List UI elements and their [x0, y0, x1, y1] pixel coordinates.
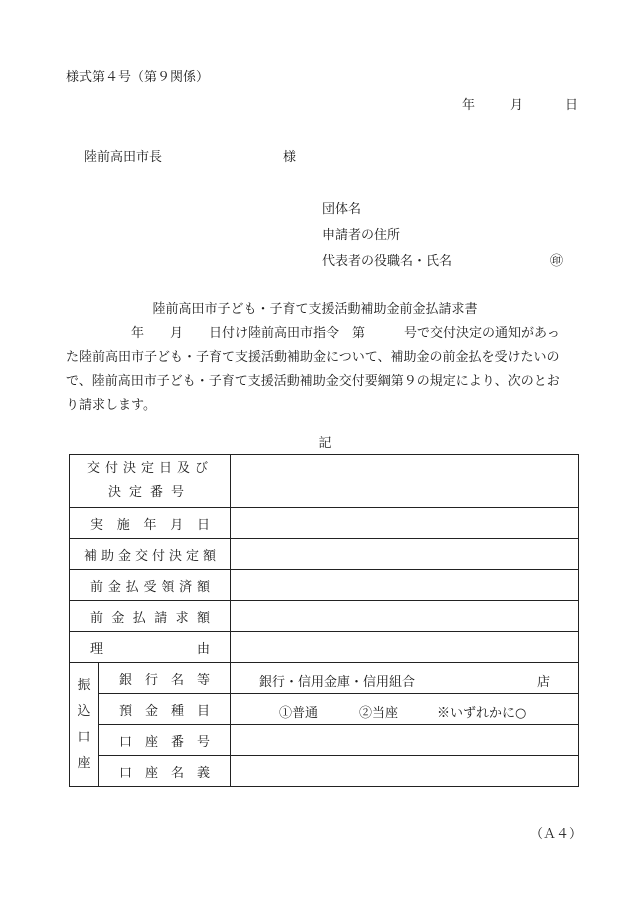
deposit-type-field[interactable]	[231, 694, 579, 725]
table-row	[70, 725, 579, 756]
table-row	[70, 663, 579, 694]
table-row	[70, 455, 579, 508]
furikomi-char: 口	[77, 729, 91, 745]
received-amount-field[interactable]	[231, 570, 579, 601]
group-name-label: 団体名	[322, 202, 362, 217]
grant-amount-label: 補助金交付決定額	[70, 539, 231, 570]
table-row	[70, 570, 579, 601]
account-number-field[interactable]	[231, 725, 579, 756]
grant-amount-field[interactable]	[231, 539, 579, 570]
deposit-type-label: 預金種目	[99, 694, 231, 725]
furikomi-char: 座	[77, 755, 91, 771]
addressee-honorific: 様	[283, 150, 297, 165]
body-line: た陸前高田市子ども・子育て支援活動補助金について、補助金の前金払を受けたいの	[66, 350, 560, 365]
bank-type-text: 銀行・信用金庫・信用組合	[259, 675, 416, 690]
implementation-date-label: 実施年月日	[70, 508, 231, 539]
reason-label: 理由	[70, 632, 231, 663]
table-row	[70, 632, 579, 663]
body-paragraph	[66, 322, 578, 418]
account-name-field[interactable]	[231, 756, 579, 787]
branch-text: 店	[537, 675, 551, 690]
seal-mark: ㊞	[550, 254, 564, 269]
table-row	[70, 539, 579, 570]
decision-date-field[interactable]	[231, 455, 579, 508]
document-title: 陸前高田市子ども・子育て支援活動補助金前金払請求書	[152, 302, 478, 317]
ki-heading: 記	[318, 436, 332, 451]
representative-label: 代表者の役職名・氏名	[322, 254, 453, 269]
furikomi-char: 込	[77, 703, 91, 719]
table-row	[70, 694, 579, 725]
decision-date-label-line1: 交付決定日及び	[87, 461, 214, 476]
transfer-account-label	[70, 663, 99, 787]
form-code: 様式第４号（第９関係）	[66, 70, 210, 85]
decision-date-label	[70, 455, 231, 508]
addressee-name: 陸前高田市長	[84, 150, 163, 165]
body-line: 年 月 日付け陸前高田市指令 第 号で交付決定の通知があっ	[66, 326, 560, 341]
paper-size-note: （Ａ４）	[530, 827, 583, 842]
deposit-option-current[interactable]: ②当座	[359, 706, 399, 721]
decision-date-label-line2: 決定番号	[108, 485, 193, 500]
applicant-block	[322, 198, 452, 276]
body-line: で、陸前高田市子ども・子育て支援活動補助金交付要綱第９の規定により、次のとお	[66, 374, 560, 389]
body-line: り請求します。	[66, 398, 156, 413]
deposit-note: ※いずれかに○	[437, 706, 527, 721]
table-row	[70, 601, 579, 632]
received-amount-label: 前金払受領済額	[70, 570, 231, 601]
furikomi-char: 振	[77, 677, 91, 693]
reason-field[interactable]	[231, 632, 579, 663]
address-label: 申請者の住所	[322, 228, 401, 243]
table-row	[70, 508, 579, 539]
bank-name-field[interactable]	[231, 663, 579, 694]
request-form-table	[69, 454, 579, 787]
account-name-label: 口座名義	[99, 756, 231, 787]
account-number-label: 口座番号	[99, 725, 231, 756]
request-amount-field[interactable]	[231, 601, 579, 632]
implementation-date-field[interactable]	[231, 508, 579, 539]
table-row	[70, 756, 579, 787]
date-day: 日	[565, 98, 579, 113]
bank-name-label: 銀行名等	[99, 663, 231, 694]
date-month: 月	[510, 98, 524, 113]
deposit-option-ordinary[interactable]: ①普通	[279, 706, 319, 721]
request-amount-label: 前金払請求額	[70, 601, 231, 632]
date-year: 年	[462, 98, 476, 113]
